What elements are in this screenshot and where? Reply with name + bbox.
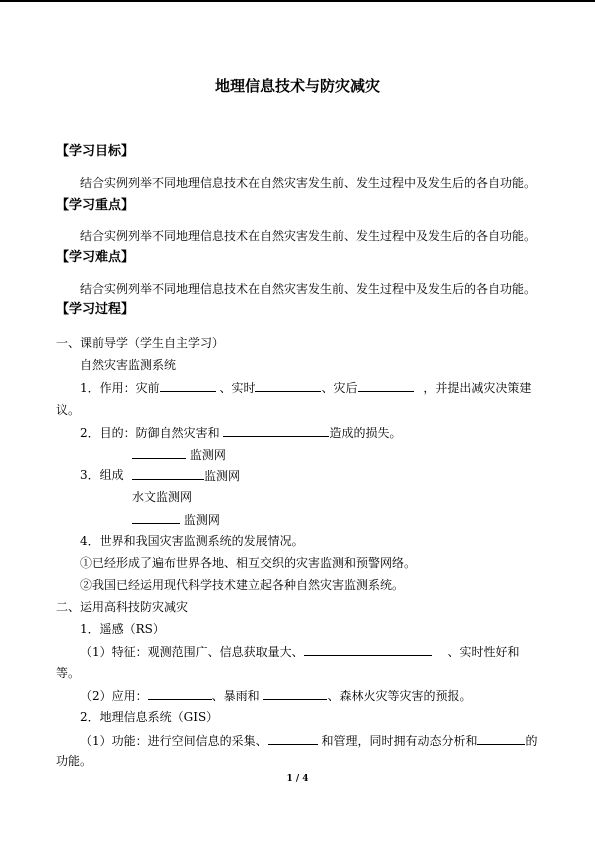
net3-label: 水文监测网 [132,490,193,504]
header-rule [0,0,595,2]
rs-application-text-c: 、森林火灾等灾害的预报。 [327,689,472,703]
item1-label: 1．作用：灾前 [80,381,160,395]
item1-line [80,379,531,396]
blank-2 [255,379,321,392]
item1-text-c: 、灾后 [321,381,358,395]
rs-title: 1．遥感（RS） [80,622,165,636]
net2-label: 监测网 [204,469,241,483]
gis-function-text-b: 和管理，同时拥有动态分析和 [321,734,478,748]
part2-heading: 二、运用高科技防灾减灾 [56,600,189,614]
blank-6 [132,467,204,480]
rs-feature-continuation: 等。 [56,666,81,680]
focus-heading: 【学习重点】 [56,198,135,213]
blank-3 [358,379,414,392]
gis-function-text-c: 的 [525,734,538,748]
blank-12 [477,732,525,745]
gis-function-label: （1）功能：进行空间信息的采集、 [80,734,268,748]
rs-feature-text-b: 、实时性好和 [447,645,520,659]
net2-line [132,467,240,484]
item3-label: 3．组成 [80,468,124,482]
net4-line [132,511,220,528]
item1-text-b: 、实时 [219,381,256,395]
net4-label: 监测网 [183,513,220,527]
item4-point1: ①已经形成了遍布世界各地、相互交织的灾害监测和预警网络。 [80,556,417,570]
blank-1 [160,379,216,392]
blank-4 [223,424,329,437]
blank-11 [268,732,318,745]
rs-application-text-b: 、暴雨和 [211,689,260,703]
rs-application-line [80,687,472,704]
item4-text: 4．世界和我国灾害监测系统的发展情况。 [80,534,304,548]
gis-title: 2．地理信息系统（GIS） [80,710,219,724]
item1-text-d: ，并提出减灾决策建 [423,381,532,395]
item2-line [80,424,401,441]
blank-7 [132,511,180,524]
goal-heading: 【学习目标】 [56,144,135,159]
blank-10 [263,687,327,700]
gis-function-continuation: 功能。 [56,754,93,768]
blank-8 [304,643,432,656]
net1-line [132,446,226,463]
rs-application-label: （2）应用： [80,689,148,703]
blank-9 [148,687,212,700]
rs-feature-label: （1）特征：观测范围广、信息获取量大、 [80,645,304,659]
process-heading: 【学习过程】 [56,302,135,317]
item2-label: 2．目的：防御自然灾害和 [80,426,220,440]
focus-text: 结合实例列举不同地理信息技术在自然灾害发生前、发生过程中及发生后的各自功能。 [80,229,537,243]
rs-feature-line [80,643,519,660]
difficulty-text: 结合实例列举不同地理信息技术在自然灾害发生前、发生过程中及发生后的各自功能。 [80,282,537,296]
goal-text: 结合实例列举不同地理信息技术在自然灾害发生前、发生过程中及发生后的各自功能。 [80,176,537,190]
difficulty-heading: 【学习难点】 [56,250,135,265]
part1-heading: 一、课前导学（学生自主学习） [56,336,225,350]
item1-continuation: 议。 [56,403,81,417]
page-number: 1 / 4 [286,774,309,784]
document-title: 地理信息技术与防灾减灾 [214,77,380,95]
item4-point2: ②我国已经运用现代科学技术建立起各种自然灾害监测系统。 [80,578,405,592]
gis-function-line [80,732,538,749]
part1-subheading: 自然灾害监测系统 [80,358,177,372]
item2-text-b: 造成的损失。 [329,426,402,440]
blank-5 [132,446,186,459]
net1-label: 监测网 [189,448,226,462]
